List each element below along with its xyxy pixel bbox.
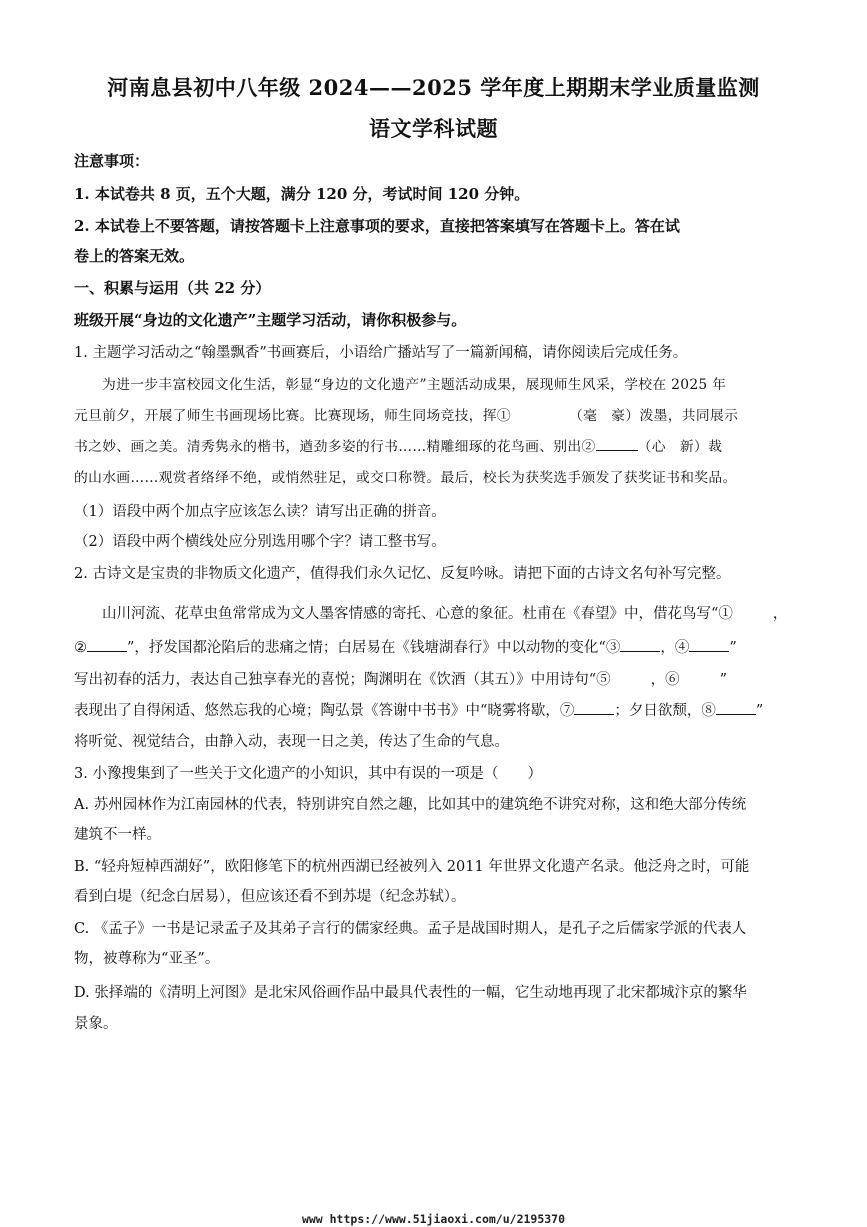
q2-text: ，④: [660, 640, 690, 656]
q3-option-a-line-2: 建筑不一样。: [74, 827, 161, 843]
q3-option-a-line-1: A. 苏州园林作为江南园林的代表，特别讲究自然之趣，比如其中的建筑绝不讲究对称，这和绝大部分传统: [74, 797, 747, 813]
q2-text: 写出初春的活力，表达自己独享春光的喜悦；陶渊明在《饮酒（其五）》中用诗句“⑤: [74, 672, 611, 688]
q1-passage-line-1: 为进一步丰富校园文化生活，彰显“身边的文化遗产”主题活动成果，展现师生风采，学校在 2025 年: [102, 377, 727, 393]
q2-line-2: [74, 636, 737, 657]
q3-option-c-line-1: C. 《孟子》一书是记录孟子及其弟子言行的儒家经典。孟子是战国时期人，是孔子之后儒家学派的代表人: [74, 921, 747, 937]
q3-option-b-line-2: 看到白堤（纪念白居易），但应该还看不到苏堤（纪念苏轼）。: [74, 889, 466, 905]
q1-passage-text: （毫 豪）泼墨，共同展示: [569, 408, 739, 424]
q3-option-d-line-2: 景象。: [74, 1016, 118, 1032]
notice-heading: 注意事项：: [74, 152, 150, 170]
q2-line-3: [74, 668, 727, 689]
q2-text: ”，抒发国都沦陷后的悲痛之情；白居易在《钱塘湖春行》中以动物的变化“③: [127, 640, 621, 656]
answer-blank: [689, 638, 729, 652]
q1-passage-line-4: 的山水画……观赏者络绎不绝，或悄然驻足，或交口称赞。最后，校长为获奖选手颁发了获奖证书和奖品。: [74, 470, 737, 486]
q2-text: ”: [719, 672, 728, 688]
notice-item-2-line-1: 2. 本试卷上不要答题，请按答题卡上注意事项的要求，直接把答案填写在答题卡上。答在试: [74, 217, 680, 235]
q2-text: ②: [74, 640, 87, 656]
q3-option-d-line-1: D. 张择端的《清明上河图》是北宋风俗画作品中最具代表性的一幅，它生动地再现了北宋都城汴京的繁华: [74, 985, 747, 1001]
footer-url: www https://www.51jiaoxi.com/u/2195370: [301, 1212, 566, 1226]
q1-passage-line-3: [74, 435, 722, 455]
answer-blank: [574, 701, 614, 715]
question-1-stem: 1. 主题学习活动之“翰墨飘香”书画赛后，小语给广播站写了一篇新闻稿，请你阅读后完成任务。: [74, 345, 688, 361]
answer-blank: [596, 437, 638, 451]
q1-passage-text: （心 新）裁: [637, 439, 723, 455]
answer-blank: [87, 638, 127, 652]
q2-text: ；夕日欲颓，⑧: [614, 703, 716, 719]
q1-passage-line-2: [74, 404, 738, 424]
q2-text: ”: [729, 640, 737, 656]
q2-text: ”: [755, 703, 764, 719]
exam-title: 河南息县初中八年级 2024——2025 学年度上期期末学业质量监测: [107, 75, 760, 100]
q2-line-5: 将听觉、视觉结合，由静入动，表现一日之美，传达了生命的气息。: [74, 734, 509, 750]
section-1-intro: 班级开展“身边的文化遗产”主题学习活动，请你积极参与。: [74, 311, 467, 329]
q2-text: ，⑥: [650, 672, 680, 688]
notice-item-2-line-2: 卷上的答案无效。: [74, 247, 195, 265]
q1-passage-text: 元旦前夕，开展了师生书画现场比赛。比赛现场，师生同场竞技，挥①: [74, 408, 512, 424]
question-3-stem: 3. 小豫搜集到了一些关于文化遗产的小知识，其中有误的一项是（ ）: [74, 766, 542, 782]
q2-text: ，: [772, 606, 788, 622]
q2-line-1: [102, 602, 787, 623]
answer-blank: [620, 638, 660, 652]
subject-title: 语文学科试题: [369, 116, 498, 141]
answer-blank: [716, 701, 756, 715]
question-2-stem: 2. 古诗文是宝贵的非物质文化遗产，值得我们永久记忆、反复吟咏。请把下面的古诗文名句补写完整。: [74, 566, 731, 582]
q3-option-c-line-2: 物，被尊称为“亚圣”。: [74, 951, 220, 967]
section-1-heading: 一、积累与运用（共 22 分）: [74, 279, 271, 297]
q1-passage-text: 书之妙、画之美。清秀隽永的楷书，遒劲多姿的行书……精雕细琢的花鸟画、别出②: [74, 439, 596, 455]
notice-item-1: 1. 本试卷共 8 页，五个大题，满分 120 分，考试时间 120 分钟。: [74, 185, 530, 203]
q1-sub-2: （2）语段中两个横线处应分别选用哪个字？请工整书写。: [74, 534, 446, 550]
q2-line-4: [74, 699, 763, 720]
q1-sub-1: （1）语段中两个加点字应该怎么读？请写出正确的拼音。: [74, 504, 446, 520]
q3-option-b-line-1: B. “轻舟短棹西湖好”，欧阳修笔下的杭州西湖已经被列入 2011 年世界文化遗产名录。他泛舟之时，可能: [74, 859, 750, 875]
q2-text: 表现出了自得闲适、悠然忘我的心境；陶弘景《答谢中书书》中“晓雾将歇，⑦: [74, 703, 575, 719]
q2-text: 山川河流、花草虫鱼常常成为文人墨客情感的寄托、心意的象征。杜甫在《春望》中，借花鸟写“①: [102, 606, 733, 622]
